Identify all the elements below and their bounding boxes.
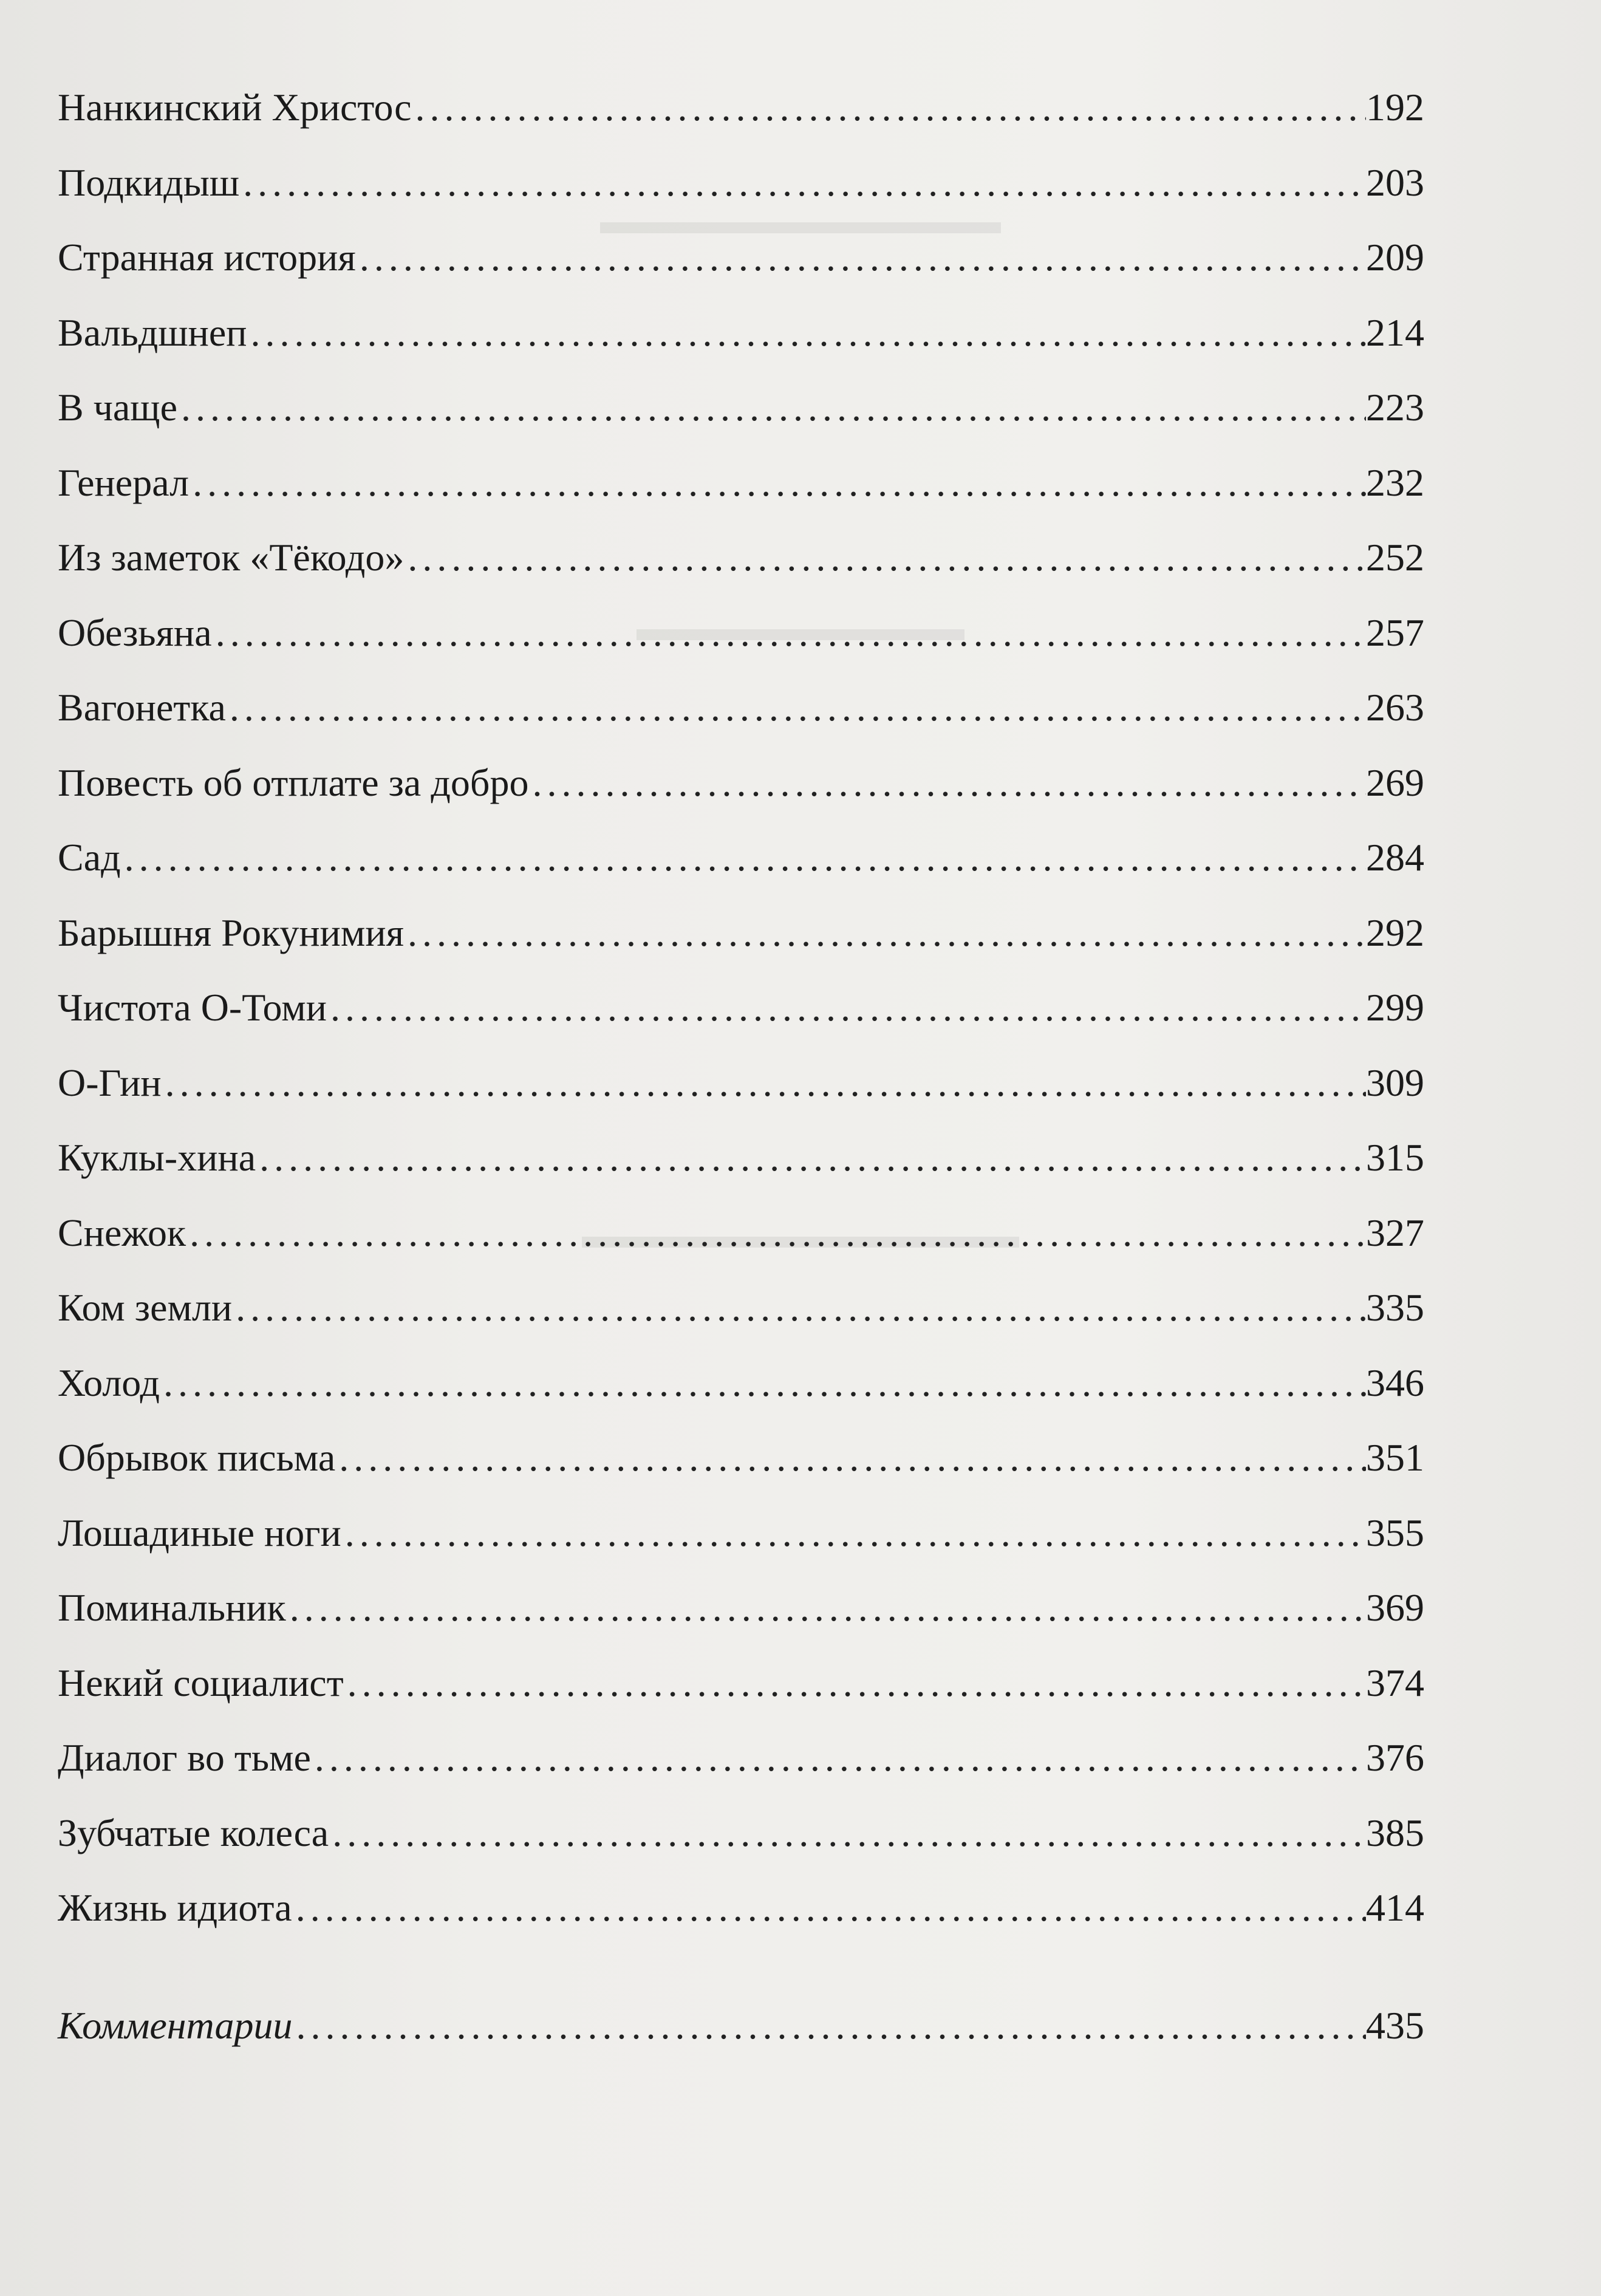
toc-entry-title: Диалог во тьме [58, 1736, 311, 1779]
toc-entry-page: 327 [1366, 1211, 1424, 1254]
toc-entry [58, 1570, 1424, 1645]
toc-entry-page: 232 [1366, 460, 1424, 504]
toc-leader-dots [327, 970, 1366, 1045]
toc-entry-page: 203 [1366, 160, 1424, 204]
toc-entry-title: Снежок [58, 1211, 186, 1254]
toc-entry [58, 520, 1424, 595]
toc-entry [58, 1645, 1424, 1721]
toc-leader-dots [404, 895, 1366, 971]
toc-appendix-title: Комментарии [58, 2003, 293, 2047]
toc-leader-dots [177, 370, 1366, 445]
toc-entry [58, 1195, 1424, 1271]
toc-entry-page: 214 [1366, 310, 1424, 354]
toc-entry-page: 209 [1366, 236, 1424, 279]
toc-entry-page: 309 [1366, 1061, 1424, 1104]
toc-leader-dots [341, 1495, 1366, 1571]
toc-entry [58, 1870, 1424, 1946]
toc-entry-page: 257 [1366, 610, 1424, 654]
toc-leader-dots [239, 145, 1366, 220]
toc-entry-title: Странная история [58, 236, 356, 279]
toc-entry-page: 252 [1366, 536, 1424, 579]
toc-leader-dots [329, 1795, 1366, 1871]
toc-entry [58, 1345, 1424, 1421]
toc-entry-title: Барышня Рокунимия [58, 911, 404, 954]
toc-entry-page: 315 [1366, 1136, 1424, 1179]
toc-entry [58, 1420, 1424, 1495]
toc-entry [58, 145, 1424, 220]
toc-leader-dots [121, 820, 1366, 895]
show-through-decoration: ▬▬▬▬▬▬▬▬▬▬▬▬ [582, 1215, 1019, 1256]
toc-entry [58, 295, 1424, 371]
toc-entry-title: Куклы-хина [58, 1136, 256, 1179]
toc-entry [58, 1120, 1424, 1195]
toc-entry-title: Чистота О-Томи [58, 986, 327, 1029]
toc-entry-page: 414 [1366, 1886, 1424, 1929]
toc-entry-page: 351 [1366, 1436, 1424, 1479]
toc-entry-title: Повесть об отплате за добро [58, 760, 529, 804]
toc-entry [58, 220, 1424, 295]
toc-entry-title: Жизнь идиота [58, 1886, 292, 1929]
toc-entry-page: 335 [1366, 1286, 1424, 1329]
toc-entry-title: Холод [58, 1361, 160, 1404]
toc-entry [58, 895, 1424, 971]
section-spacer [58, 1946, 1424, 1988]
toc-entry [58, 670, 1424, 745]
toc-leader-dots [356, 220, 1366, 295]
toc-entry [58, 595, 1424, 671]
toc-leader-dots [160, 1345, 1366, 1421]
toc-entry [58, 970, 1424, 1045]
toc-entry-page: 284 [1366, 836, 1424, 879]
toc-entry [58, 445, 1424, 521]
toc-entry-title: Из заметок «Тёкодо» [58, 536, 405, 579]
toc-entry-page: 292 [1366, 911, 1424, 954]
toc-entry-title: Ком земли [58, 1286, 233, 1329]
toc-leader-dots [344, 1645, 1366, 1721]
toc-entry-title: Зубчатые колеса [58, 1811, 329, 1854]
toc-entry [58, 1795, 1424, 1871]
toc-leader-dots [212, 595, 1366, 671]
toc-entry-page: 374 [1366, 1661, 1424, 1704]
toc-entry-title: Сад [58, 836, 121, 879]
toc-leader-dots [189, 445, 1366, 521]
toc-leader-dots [311, 1720, 1366, 1795]
toc-leader-dots [186, 1195, 1366, 1271]
toc-entry-title: Лошадиные ноги [58, 1511, 341, 1554]
table-of-contents [58, 70, 1424, 2063]
toc-entry-title: Поминальник [58, 1586, 286, 1629]
toc-entry [58, 820, 1424, 895]
toc-leader-dots [335, 1420, 1366, 1495]
toc-appendix-page: 435 [1366, 2003, 1424, 2047]
toc-entry-page: 299 [1366, 986, 1424, 1029]
toc-entry-page: 346 [1366, 1361, 1424, 1404]
toc-leader-dots [232, 1270, 1366, 1345]
toc-entry-title: Вальдшнеп [58, 310, 247, 354]
toc-entry-page: 263 [1366, 686, 1424, 729]
toc-leader-dots [404, 520, 1366, 595]
toc-leader-dots [286, 1570, 1366, 1645]
toc-entry-title: В чаще [58, 386, 177, 429]
toc-entry-page: 269 [1366, 760, 1424, 804]
toc-entry [58, 745, 1424, 821]
toc-entry-title: Некий социалист [58, 1661, 344, 1704]
toc-leader-dots [226, 670, 1366, 745]
toc-entry [58, 370, 1424, 445]
toc-entry-title: Подкидыш [58, 160, 240, 204]
toc-leader-dots [256, 1120, 1366, 1195]
show-through-decoration: ▬▬▬▬▬▬▬▬▬ [637, 608, 964, 648]
toc-entry [58, 1045, 1424, 1121]
toc-entry-page: 385 [1366, 1811, 1424, 1854]
toc-entry [58, 70, 1424, 145]
show-through-decoration: ▬▬▬▬▬▬▬▬▬▬▬ [600, 201, 1001, 241]
toc-leader-dots [162, 1045, 1366, 1121]
toc-leader-dots [411, 70, 1366, 145]
toc-leader-dots [292, 1988, 1366, 2063]
toc-entry-page: 355 [1366, 1511, 1424, 1554]
toc-entry-page: 369 [1366, 1586, 1424, 1629]
toc-entry-title: Обрывок письма [58, 1436, 336, 1479]
toc-leader-dots [292, 1870, 1366, 1946]
toc-entry-page: 192 [1366, 86, 1424, 129]
toc-entry-page: 223 [1366, 386, 1424, 429]
toc-leader-dots [528, 745, 1366, 821]
toc-entry-title: Генерал [58, 460, 189, 504]
toc-leader-dots [247, 295, 1366, 371]
toc-entry [58, 1495, 1424, 1571]
toc-entry [58, 1270, 1424, 1345]
toc-entry [58, 1720, 1424, 1795]
toc-appendix-entry [58, 1988, 1424, 2063]
toc-entry-page: 376 [1366, 1736, 1424, 1779]
toc-entry-title: Нанкинский Христос [58, 86, 412, 129]
toc-entry-title: Обезьяна [58, 610, 212, 654]
toc-entry-title: Вагонетка [58, 686, 226, 729]
toc-entry-title: О-Гин [58, 1061, 162, 1104]
